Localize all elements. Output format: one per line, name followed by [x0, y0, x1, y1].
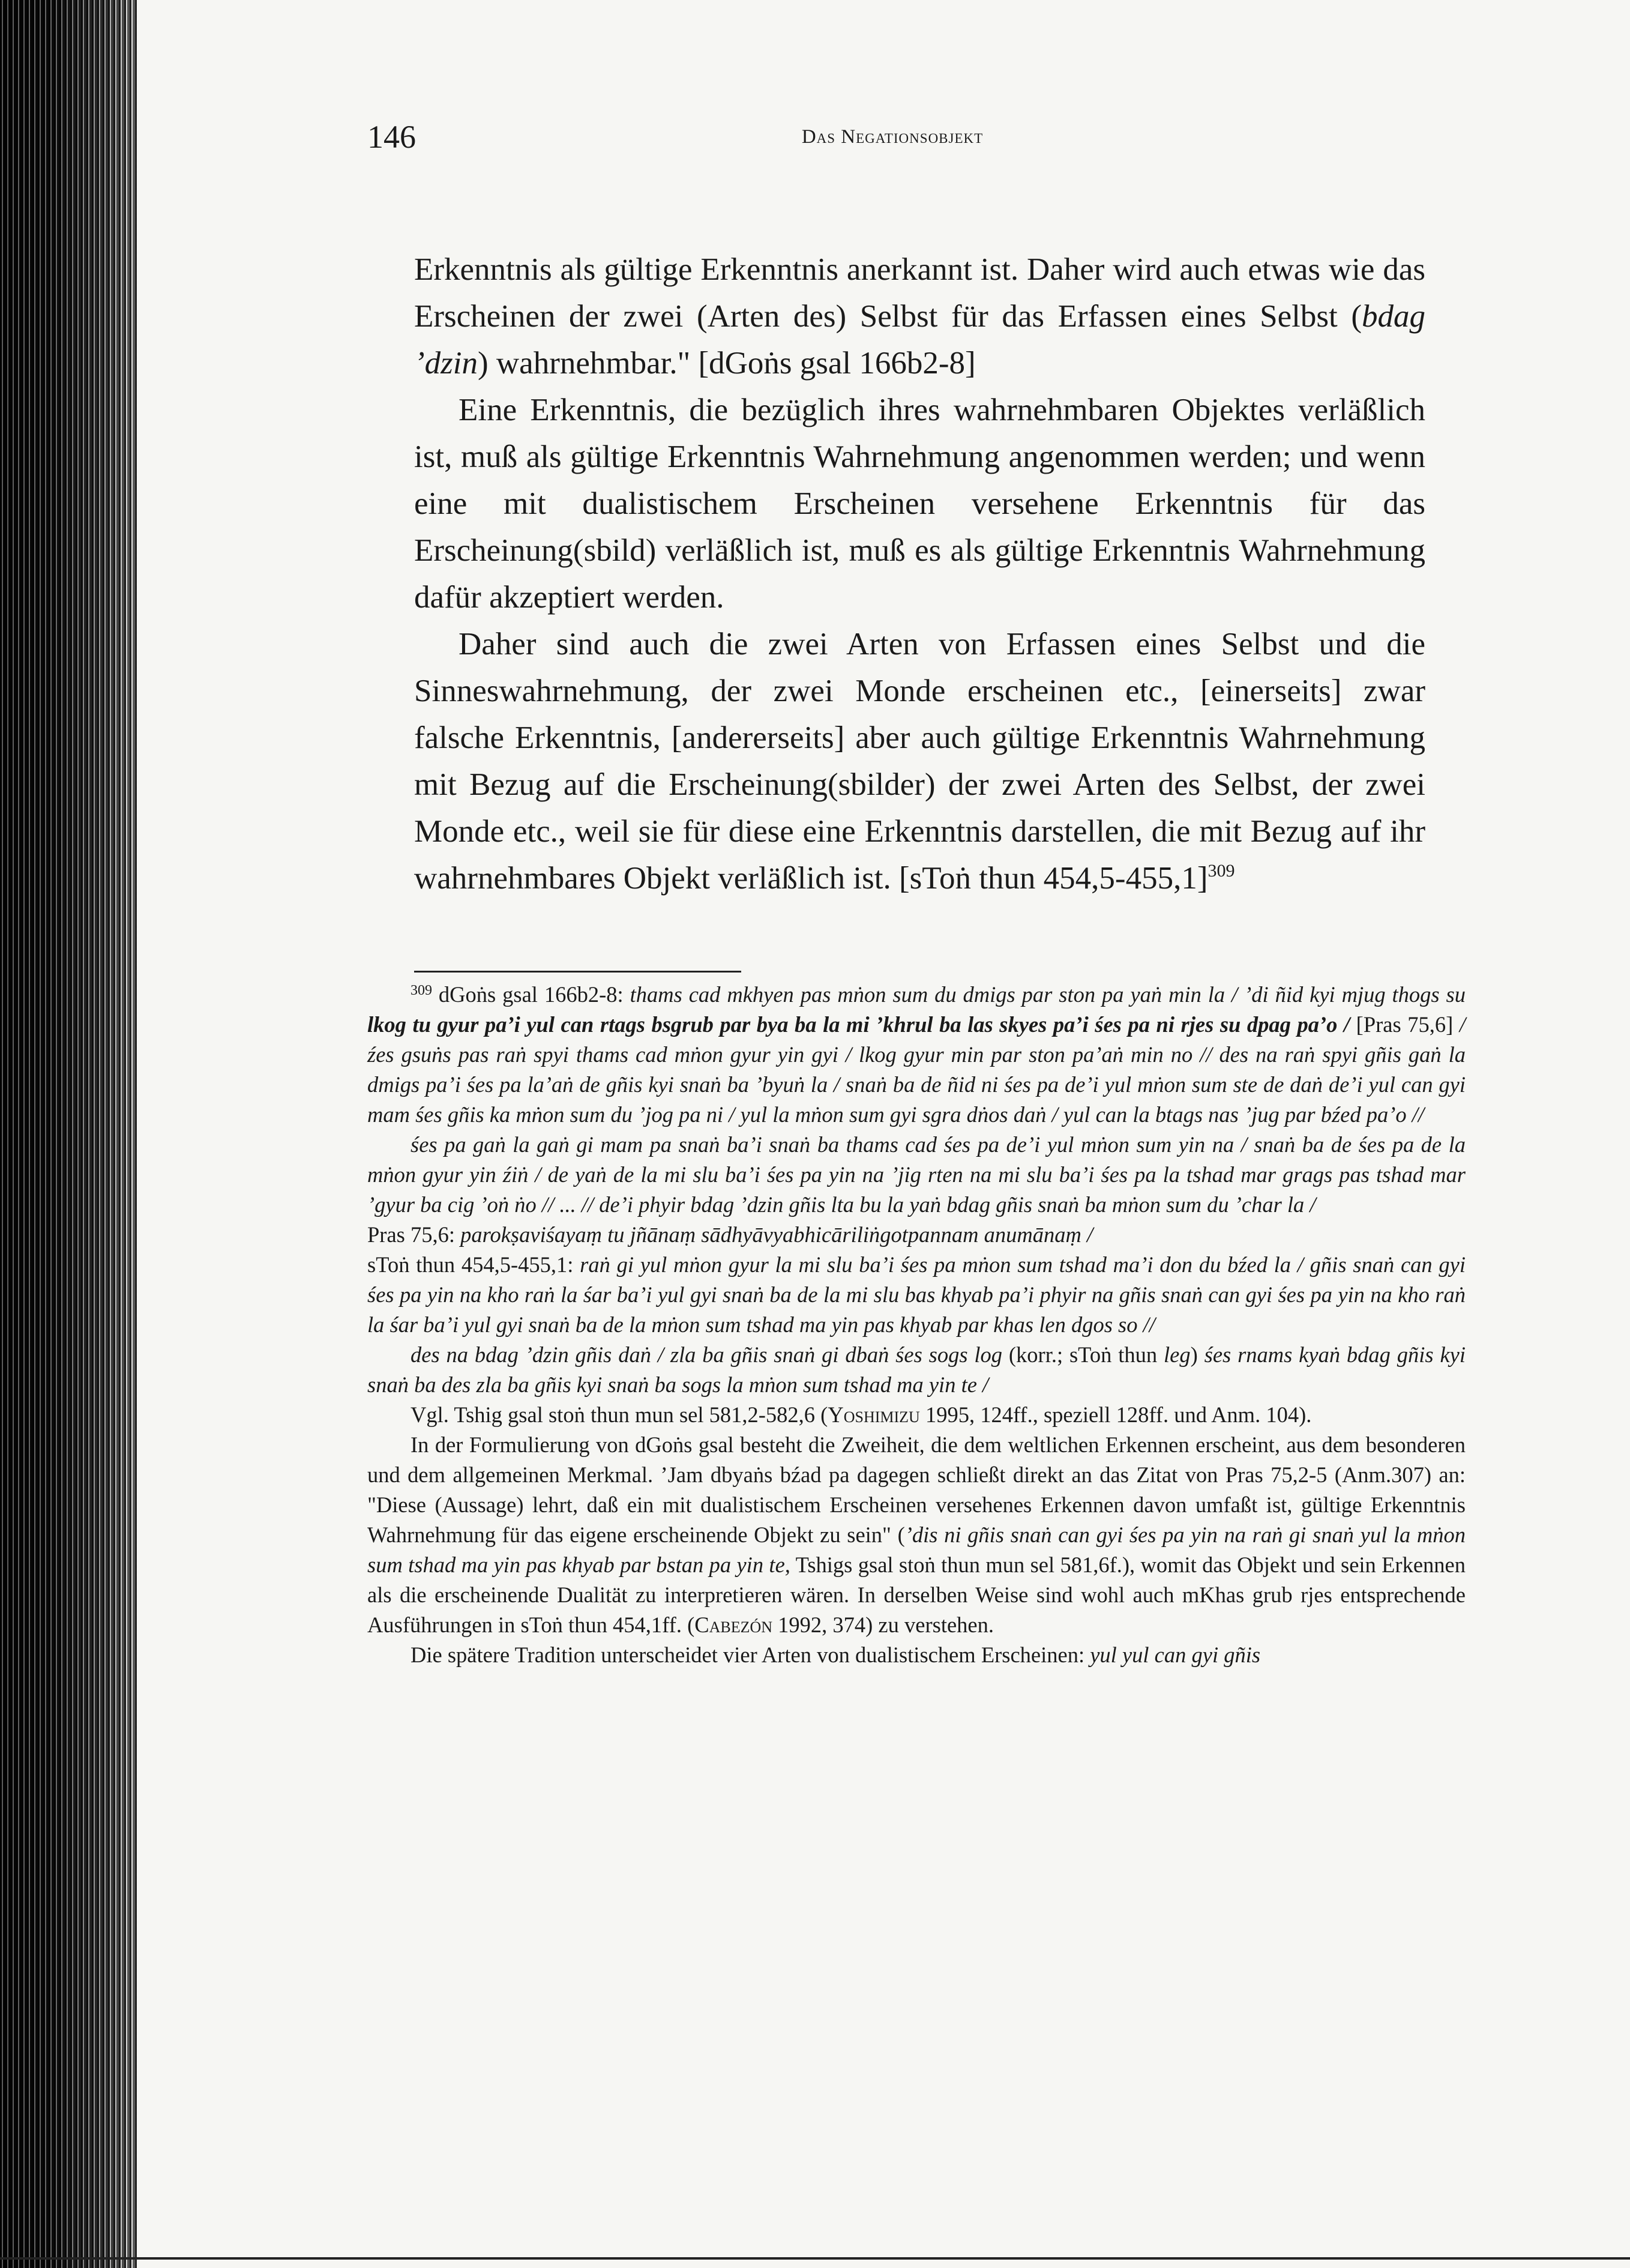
text-run: bdag ’dzin: [414, 299, 1425, 381]
text-run: ): [1190, 1342, 1204, 1367]
text-run: des na bdag ’dzin gñis daṅ / zla ba gñis snaṅ gi dbaṅ śes sogs log: [411, 1342, 1003, 1367]
text-run: dGoṅs gsal 166b2-8:: [432, 982, 630, 1007]
paragraph-2: [414, 387, 1425, 621]
main-text: [414, 246, 1425, 902]
footnote-pras: [367, 1220, 1466, 1250]
text-run: / źes gsuṅs pas raṅ spyi thams cad mṅon gyur yin gyi / lkog gyur min par ston pa’aṅ min no // des na raṅ spyi gñis gaṅ la dmigs pa’i śes pa la’aṅ de gñis kyi snaṅ ba ’byuṅ la / snaṅ ba de ñid ni śes pa de’i yul mṅon sum ste de daṅ de’i yul can gyi mam śes gñis ka mṅon sum du ’jog pa ni / yul la mṅon sum gyi sgra dṅos daṅ / yul can la btags nas ’jug par bźed pa’o //: [367, 1012, 1466, 1127]
footnote-tradition: [367, 1640, 1466, 1670]
book-spine-shadow: [0, 0, 138, 2268]
footnote-marker: 309: [1207, 861, 1235, 881]
paragraph-1: [414, 246, 1425, 387]
text-run: Vgl. Tshig gsal stoṅ thun mun sel 581,2-582,6 (: [411, 1402, 828, 1427]
page-header: [367, 113, 1418, 161]
text-run: Tshigs gsal stoṅ thun mun sel 581,6f.), womit das Objekt und sein Erkennen als die erscheinende Dualität zu interpretieren wären. In derselben Weise sind wohl auch mKhas grub rjes entsprechende Ausführungen in sToṅ thun 454,1ff. (: [367, 1552, 1466, 1637]
footnote-separator: [414, 971, 741, 973]
paragraph-3: [414, 621, 1425, 902]
text-run: sToṅ thun 454,5-455,1:: [367, 1252, 580, 1277]
text-run: In der Formulierung von dGoṅs gsal besteht die Zweiheit, die dem weltlichen Erkennen erscheint, aus dem besonderen und dem allgemeinen Merkmal. ’Jam dbyaṅs bźad pa dagegen schließt direkt an das Zitat von Pras 75,2-5 (Anm.307) an: "Diese (Aussage) lehrt, daß ein mit dualistischem Erscheinen versehenes Erkennen davon umfaßt ist, gültige Erkenntnis Wahrnehmung für das eigene erscheinende Objekt zu sein" (: [367, 1432, 1466, 1547]
text-run: [Pras 75,6]: [1350, 1012, 1460, 1037]
text-run: Erkenntnis als gültige Erkenntnis anerkannt ist. Daher wird auch etwas wie das Erscheinen der zwei (Arten des) Selbst für das Erfassen eines Selbst (: [414, 252, 1425, 334]
text-run: yul yul can gyi gñis: [1090, 1642, 1261, 1667]
footnote-vgl: [367, 1400, 1466, 1430]
text-run: ’dis ni gñis snaṅ can gyi śes pa yin na raṅ gi snaṅ yul la mṅon sum tshad ma yin pas khyab par bstan pa yin te,: [367, 1522, 1466, 1577]
footnote-quote-1: [367, 1130, 1466, 1220]
footnote-formulierung: [367, 1430, 1466, 1640]
text-run: Pras 75,6:: [367, 1222, 461, 1247]
footnote-marker: 309: [411, 983, 432, 998]
text-run: (korr.; sToṅ thun: [1002, 1342, 1164, 1367]
page-bottom-edge: [0, 2257, 1630, 2260]
text-run: raṅ gi yul mṅon gyur la mi slu ba’i śes pa mṅon sum tshad ma’i don du bźed la / gñis snaṅ can gyi śes pa yin na kho raṅ la śar ba’i yul gyi snaṅ ba de la mi slu bas khyab pa’i phyir na gñis snaṅ can gyi śes pa yin na kho raṅ la śar ba’i yul gyi snaṅ ba de la mṅon sum tshad ma yin pas khyab par khas len dgos so //: [367, 1252, 1466, 1337]
text-run: thams cad mkhyen pas mṅon sum du dmigs par ston pa yaṅ min la / ’di ñid kyi mjug thogs su: [630, 982, 1466, 1007]
text-run: ) wahrnehmbar." [dGoṅs gsal 166b2-8]: [478, 346, 976, 381]
text-run: parokṣaviśayaṃ tu jñānaṃ sādhyāvyabhicāriliṅgotpannam anumānaṃ /: [460, 1222, 1093, 1247]
text-run: 1995, 124ff., speziell 128ff. und Anm. 104).: [919, 1402, 1312, 1427]
text-run: śes rnams kyaṅ bdag gñis kyi snaṅ ba des zla ba gñis kyi snaṅ ba sogs la mṅon sum tshad ma yin te /: [367, 1342, 1466, 1397]
text-run: lkog tu gyur pa’i yul can rtags bsgrub par bya ba la mi ’khrul ba las skyes pa’i śes pa ni rjes su dpag pa’o /: [367, 1012, 1350, 1037]
footnotes: [367, 980, 1466, 1670]
text-run: Eine Erkenntnis, die bezüglich ihres wahrnehmbaren Objektes verläßlich ist, muß als gültige Erkenntnis Wahrnehmung angenommen werden; und wenn eine mit dualistischem Erscheinen versehene Erkenntnis für das Erscheinung(sbild) verläßlich ist, muß es als gültige Erkenntnis Wahrnehmung dafür akzeptiert werden.: [414, 393, 1425, 615]
text-run: Yoshimizu: [828, 1402, 920, 1427]
text-run: leg: [1164, 1342, 1191, 1367]
footnote-stong-thun: [367, 1250, 1466, 1340]
text-run: śes pa gaṅ la gaṅ gi mam pa snaṅ ba’i snaṅ ba thams cad śes pa de’i yul mṅon sum yin na / snaṅ ba de śes pa de la mṅon gyur yin źiṅ / de yaṅ de la mi slu ba’i śes pa yin na ’jig rten na mi slu ba’i śes pa la tshad mar grags pas tshad mar ’gyur ba cig ’oṅ ṅo // ... // de’i phyir bdag ’dzin gñis lta bu la yaṅ bdag gñis snaṅ ba mṅon sum du ’char la /: [367, 1132, 1466, 1217]
footnote-309: [367, 980, 1466, 1130]
page-number: 146: [367, 119, 416, 155]
text-run: 1992, 374) zu verstehen.: [772, 1612, 994, 1637]
text-run: Die spätere Tradition unterscheidet vier Arten von dualistischem Erscheinen:: [411, 1642, 1090, 1667]
text-run: Cabezón: [694, 1612, 773, 1637]
footnote-quote-2: [367, 1340, 1466, 1400]
text-run: Daher sind auch die zwei Arten von Erfassen eines Selbst und die Sinneswahrnehmung, der zwei Monde erscheinen etc., [einerseits] zwar falsche Erkenntnis, [andererseits] aber auch gültige Erkenntnis Wahrnehmung mit Bezug auf die Erscheinung(sbilder) der zwei Arten des Selbst, der zwei Monde etc., weil sie für diese eine Erkenntnis darstellen, die mit Bezug auf ihr wahrnehmbares Objekt verläßlich ist. [sToṅ thun 454,5-455,1]: [414, 627, 1425, 896]
running-head: Das Negationsobjekt: [801, 126, 984, 148]
